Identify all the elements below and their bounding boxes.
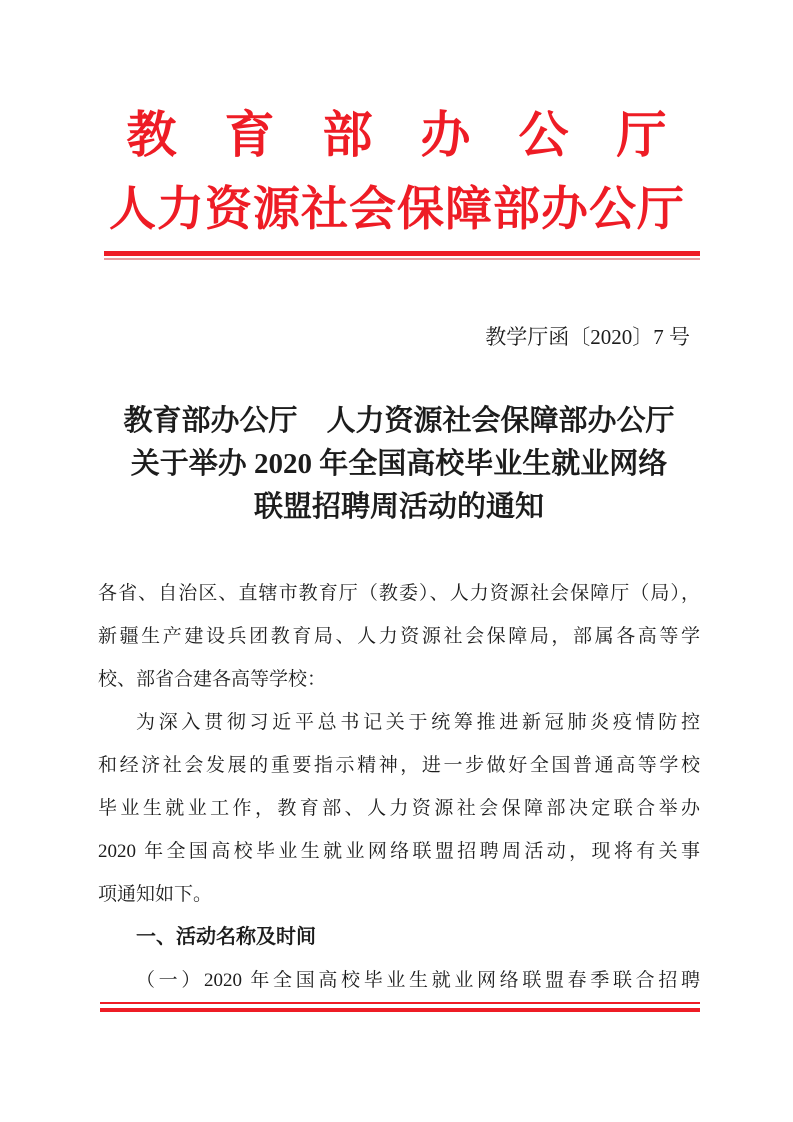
paragraph-line-4: 2020 年全国高校毕业生就业网络联盟招聘周活动，现将有关事 (98, 841, 700, 862)
letterhead-org-line-1: 教育部办公厅 (126, 107, 715, 163)
document-body (98, 572, 700, 1002)
paragraph-line-5: 项通知如下。 (98, 884, 213, 905)
salutation-line-1: 各省、自治区、直辖市教育厅（教委）、人力资源社会保障厅（局）， (98, 583, 700, 604)
document-title (98, 400, 700, 529)
list-item-line: （一）2020 年全国高校毕业生就业网络联盟春季联合招聘 (136, 970, 700, 991)
salutation-line-3: 校、部省合建各高等学校： (98, 669, 327, 690)
rule-thick-bar (100, 1008, 700, 1012)
document-number: 教学厅函〔2020〕7 号 (485, 325, 690, 349)
letterhead (0, 0, 793, 247)
paragraph-line-1: 为深入贯彻习近平总书记关于统筹推进新冠肺炎疫情防控 (136, 712, 700, 733)
letterhead-double-rule (104, 251, 700, 260)
paragraph-line-2: 和经济社会发展的重要指示精神，进一步做好全国普通高等学校 (98, 755, 700, 776)
footer-double-rule (100, 1002, 700, 1012)
title-line-3: 联盟招聘周活动的通知 (253, 491, 544, 523)
letterhead-org-line-2: 人力资源社会保障部办公厅 (109, 184, 685, 236)
title-line-1: 教育部办公厅 人力资源社会保障部办公厅 (123, 405, 675, 437)
rule-thin-bar (104, 258, 700, 260)
section-heading: 一、活动名称及时间 (136, 926, 316, 948)
salutation-line-2: 新疆生产建设兵团教育局、人力资源社会保障局，部属各高等学 (98, 626, 700, 647)
paragraph-line-3: 毕业生就业工作，教育部、人力资源社会保障部决定联合举办 (98, 798, 700, 819)
title-line-2: 关于举办 2020 年全国高校毕业生就业网络 (130, 448, 668, 480)
